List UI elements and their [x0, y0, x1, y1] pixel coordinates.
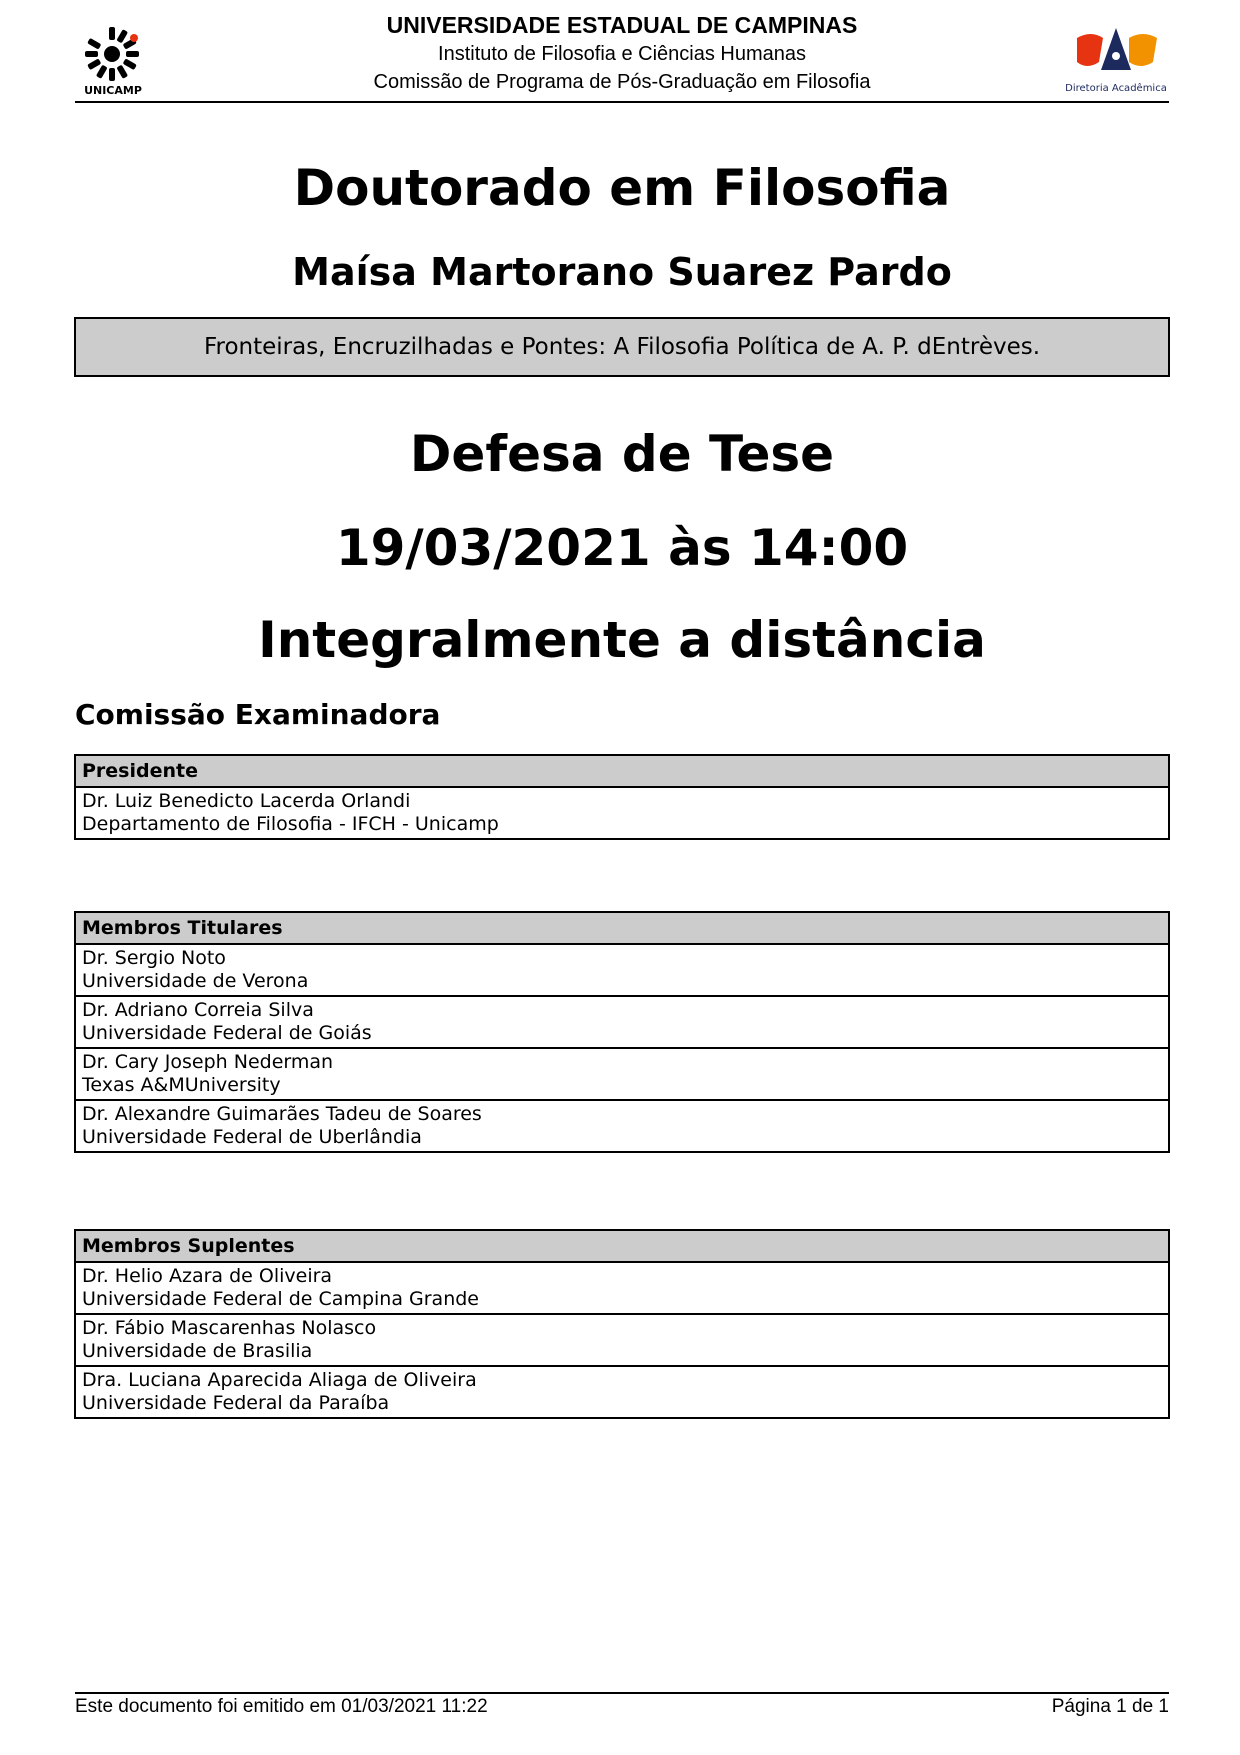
president-table-header: Presidente — [76, 756, 1168, 788]
president-table — [74, 754, 1170, 840]
table-row — [76, 945, 1168, 997]
member-institution: Universidade Federal de Uberlândia — [82, 1126, 422, 1148]
unicamp-logo-text: UNICAMP — [84, 84, 142, 97]
table-row — [76, 1263, 1168, 1315]
thesis-title-box — [74, 317, 1170, 377]
table-row — [76, 1049, 1168, 1101]
institute-name: Instituto de Filosofia e Ciências Humanas — [438, 43, 806, 65]
unicamp-logo — [79, 14, 151, 98]
thesis-title: Fronteiras, Encruzilhadas e Pontes: A Filosofia Política de A. P. dEntrèves. — [203, 334, 1041, 360]
titulares-table — [74, 911, 1170, 1153]
unicamp-emblem-icon — [85, 27, 139, 81]
issued-date: Este documento foi emitido em 01/03/2021 11:22 — [75, 1696, 488, 1717]
member-name: Dr. Luiz Benedicto Lacerda Orlandi — [82, 790, 411, 812]
diretoria-academica-logo — [1063, 18, 1169, 100]
member-institution: Texas A&MUniversity — [82, 1074, 281, 1096]
table-row — [76, 1315, 1168, 1367]
member-name: Dr. Sergio Noto — [82, 947, 226, 969]
table-row — [76, 788, 1168, 840]
table-row — [76, 1367, 1168, 1419]
diretoria-academica-text: Diretoria Acadêmica — [1065, 83, 1167, 94]
event-title: Defesa de Tese — [409, 425, 835, 483]
table-row — [76, 1101, 1168, 1153]
member-institution: Universidade Federal de Campina Grande — [82, 1288, 479, 1310]
member-name: Dr. Helio Azara de Oliveira — [82, 1265, 333, 1287]
member-name: Dr. Alexandre Guimarães Tadeu de Soares — [82, 1103, 482, 1125]
suplentes-table — [74, 1229, 1170, 1419]
university-name: UNIVERSIDADE ESTADUAL DE CAMPINAS — [386, 12, 858, 38]
member-institution: Departamento de Filosofia - IFCH - Unicamp — [82, 813, 499, 835]
event-datetime: 19/03/2021 às 14:00 — [335, 519, 909, 577]
commission-name: Comissão de Programa de Pós-Graduação em Filosofia — [373, 71, 871, 93]
member-name: Dr. Adriano Correia Silva — [82, 999, 314, 1021]
member-institution: Universidade de Verona — [82, 970, 309, 992]
event-mode: Integralmente a distância — [258, 611, 986, 669]
suplentes-table-header: Membros Suplentes — [76, 1231, 1168, 1263]
document-header — [75, 8, 1169, 103]
document-footer — [75, 1692, 1169, 1724]
author-name: Maísa Martorano Suarez Pardo — [292, 250, 952, 294]
institution-block — [215, 10, 1029, 96]
member-name: Dr. Cary Joseph Nederman — [82, 1051, 334, 1073]
page-number: Página 1 de 1 — [1051, 1696, 1169, 1717]
table-row — [76, 997, 1168, 1049]
titulares-table-header: Membros Titulares — [76, 913, 1168, 945]
committee-heading: Comissão Examinadora — [75, 698, 441, 731]
member-institution: Universidade Federal da Paraíba — [82, 1392, 390, 1414]
member-institution: Universidade Federal de Goiás — [82, 1022, 372, 1044]
member-name: Dr. Fábio Mascarenhas Nolasco — [82, 1317, 377, 1339]
member-institution: Universidade de Brasilia — [82, 1340, 313, 1362]
diretoria-academica-emblem-icon — [1077, 28, 1157, 70]
member-name: Dra. Luciana Aparecida Aliaga de Oliveira — [82, 1369, 477, 1391]
program-title: Doutorado em Filosofia — [293, 159, 951, 217]
